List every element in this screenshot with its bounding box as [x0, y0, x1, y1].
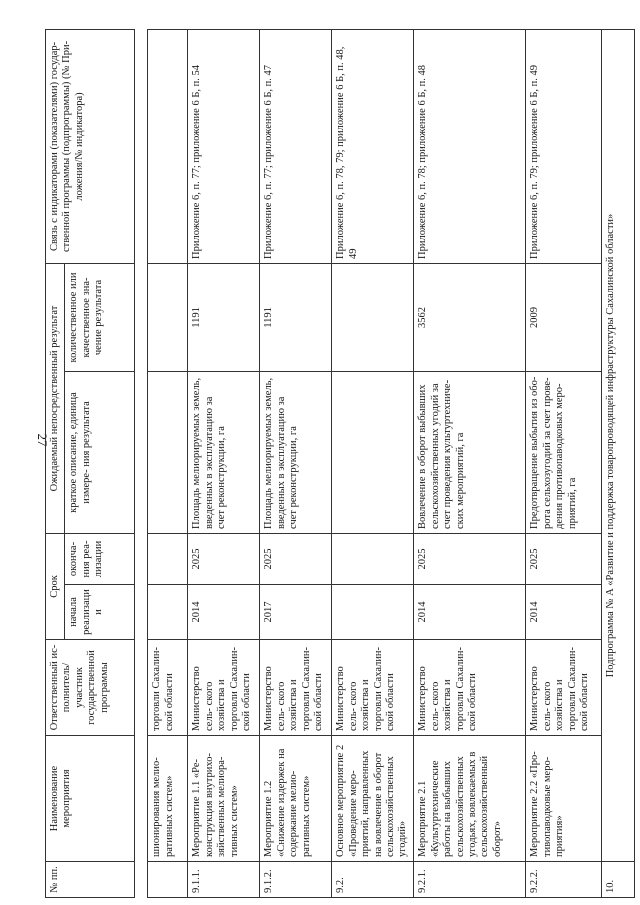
header-link: Связь с индикаторами (показателями) государ- ственной программы (подпрограммы) (№ При- ложения/№ индикатора) [46, 29, 135, 263]
program-activities-table [45, 29, 635, 898]
header-name: Наименование мероприятия [46, 736, 135, 862]
row-start: 2014 [526, 585, 602, 640]
row-num: 9.1.1. [188, 862, 260, 898]
row-value: 1191 [188, 263, 260, 371]
row-name: Мероприятие 1.2 «Снижение издержек на содержание мелио- ративных систем» [260, 736, 332, 862]
header-term: Срок [46, 533, 65, 639]
row-num: 9.1.2. [260, 862, 332, 898]
row-num [148, 862, 188, 898]
page-number: 27 [35, 433, 50, 447]
row-end [148, 533, 188, 584]
row-start: 2014 [414, 585, 526, 640]
row-short: Предотвращение выбытия из обо- рота сельхозугодий за счет прове- дения противопаводковых меро- приятий, га [526, 371, 602, 533]
row-end: 2025 [414, 533, 526, 584]
row-end: 2025 [260, 533, 332, 584]
row-name: Мероприятие 1.1 «Ре- конструкция внутрихо- зяйственных мелиора- тивных систем» [188, 736, 260, 862]
row-name: Мероприятие 2.2 «Про- тивопаводковые меро- приятия» [526, 736, 602, 862]
table-row [414, 29, 526, 897]
row-end: 2025 [526, 533, 602, 584]
row-responsible: Министерство сель- ского хозяйства и торговли Сахалин- ской области [332, 640, 414, 736]
row-link: Приложение 6, п. 78; приложение 6 Б, п. 48 [414, 29, 526, 263]
row-short: Площадь мелиорируемых земель, введенных в эксплуатацию за счет реконструкции, га [188, 371, 260, 533]
row-value: 2009 [526, 263, 602, 371]
row-start [332, 585, 414, 640]
row-start: 2017 [260, 585, 332, 640]
row-link: Приложение 6, п. 79; приложение 6 Б, п. 49 [526, 29, 602, 263]
row-short [332, 371, 414, 533]
subprogram-row [602, 29, 635, 897]
header-result: Ожидаемый непосредственный результат [46, 263, 65, 533]
row-start [148, 585, 188, 640]
row-value [332, 263, 414, 371]
row-end [332, 533, 414, 584]
row-name: Мероприятие 2.1 «Культуртехнические работы на выбывших сельскохозяйственных угодьях, вовлекаемых в сельскохозяйственный оборот» [414, 736, 526, 862]
row-end: 2025 [188, 533, 260, 584]
row-responsible: Министерство сель- ского хозяйства и торговли Сахалин- ской области [526, 640, 602, 736]
table-row [148, 29, 188, 897]
spacer-row [135, 29, 148, 897]
row-responsible: Министерство сель- ского хозяйства и торговли Сахалин- ской области [260, 640, 332, 736]
row-value [148, 263, 188, 371]
row-short: Вовлечение в оборот выбывших сельскохозяйственных угодий за счет проведения культуртехниче- ских мероприятий, га [414, 371, 526, 533]
row-responsible: Министерство сель- ского хозяйства и торговли Сахалин- ской области [188, 640, 260, 736]
subprogram-num: 10. [602, 862, 635, 898]
subprogram-title: Подпрограмма № А «Развитие и поддержка товаропроводящей инфраструктуры Сахалинской области» [602, 29, 635, 861]
header-term-start: начала реализации [65, 585, 135, 640]
row-num: 9.2.1. [414, 862, 526, 898]
table-row [526, 29, 602, 897]
rotated-page-area [45, 30, 625, 898]
row-start: 2014 [188, 585, 260, 640]
row-responsible: торговли Сахалин- ской области [148, 640, 188, 736]
row-short: Площадь мелиорируемых земель, введенных в эксплуатацию за счет реконструкции, га [260, 371, 332, 533]
table-row [332, 29, 414, 897]
row-link [148, 29, 188, 263]
row-num: 9.2. [332, 862, 414, 898]
header-result-short: краткое описание, единица измере- ния результата [65, 371, 135, 533]
header-num: № пп. [46, 862, 135, 898]
row-link: Приложение 6, п. 77; приложение 6 Б, п. 54 [188, 29, 260, 263]
header-row [46, 29, 65, 897]
row-value: 3562 [414, 263, 526, 371]
row-name: Основное мероприятие 2 «Проведение меро- приятий, направленных на вовлечение в оборот сельскохозяйственных угодий» [332, 736, 414, 862]
row-link: Приложение 6, п. 78, 79; приложение 6 Б, п. 48, 49 [332, 29, 414, 263]
row-link: Приложение 6, п. 77; приложение 6 Б, п. 47 [260, 29, 332, 263]
row-short [148, 371, 188, 533]
header-responsible: Ответственный ис- полнитель/участник государственной программы [46, 640, 135, 736]
table-row [188, 29, 260, 897]
row-name: шионирования мелио- ративных систем» [148, 736, 188, 862]
header-result-value: количественное или качественное зна- чение результата [65, 263, 135, 371]
landscape-content [45, 30, 625, 898]
row-responsible: Министерство сель- ского хозяйства и торговли Сахалин- ской области [414, 640, 526, 736]
row-num: 9.2.2. [526, 862, 602, 898]
row-value: 1191 [260, 263, 332, 371]
header-term-end: оконча- ния реа- лизации [65, 533, 135, 584]
table-row [260, 29, 332, 897]
